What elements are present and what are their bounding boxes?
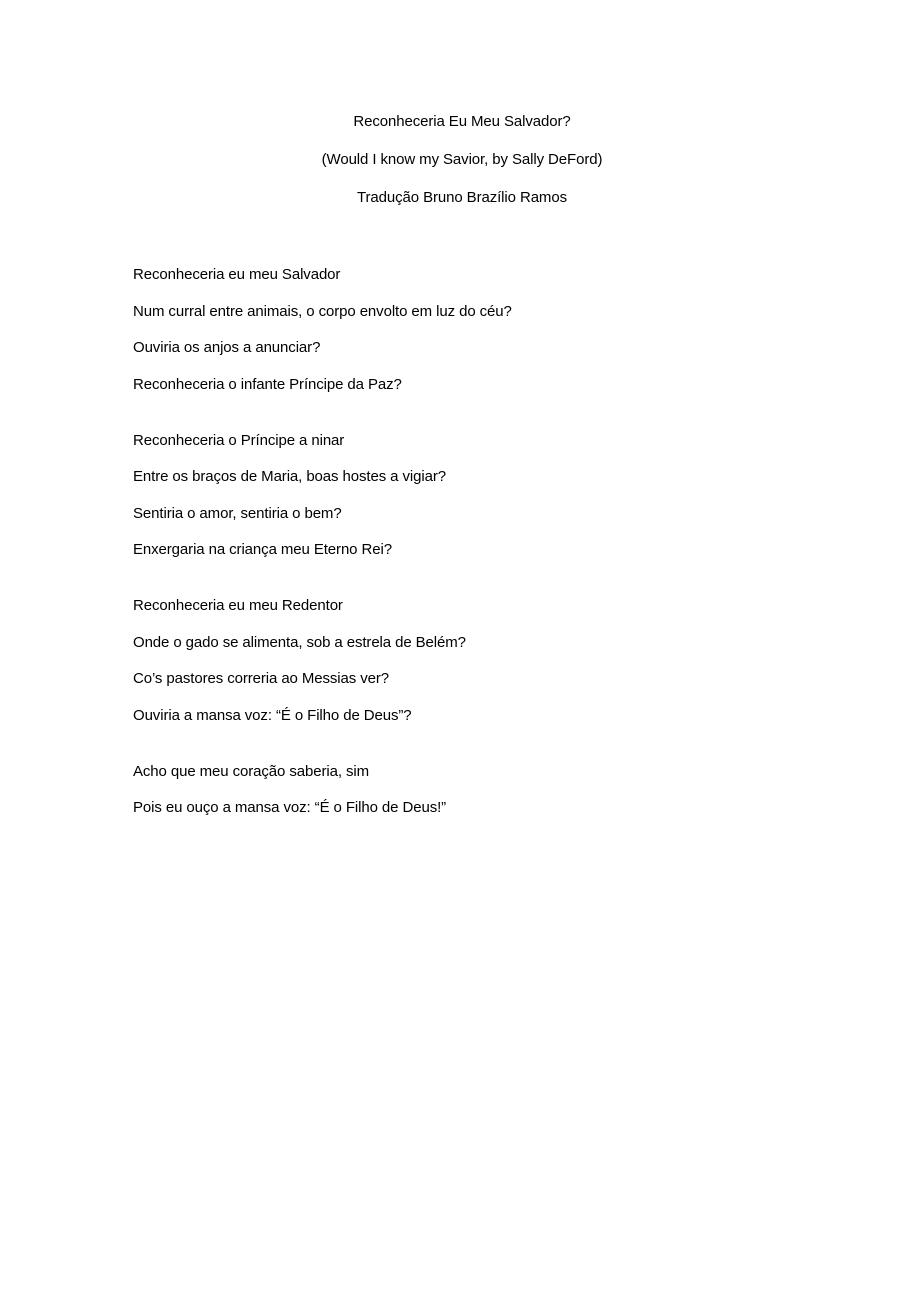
verse-line: Reconheceria eu meu Salvador	[133, 266, 341, 283]
verse-line: Onde o gado se alimenta, sob a estrela de Belém?	[133, 633, 466, 651]
verse-line: Entre os braços de Maria, boas hostes a vigiar?	[133, 468, 446, 485]
poem-body	[133, 265, 833, 854]
document-translator: Tradução Bruno Brazílio Ramos	[357, 189, 567, 206]
document-title: Reconheceria Eu Meu Salvador?	[353, 113, 571, 130]
verse-line: Ouviria os anjos a anunciar?	[133, 339, 321, 356]
verse-line: Num curral entre animais, o corpo envolto em luz do céu?	[133, 302, 512, 320]
verse-line: Ouviria a mansa voz: “É o Filho de Deus”?	[133, 706, 412, 724]
verse-line: Pois eu ouço a mansa voz: “É o Filho de Deus!”	[133, 799, 447, 816]
document-subtitle: (Would I know my Savior, by Sally DeFord)	[321, 151, 603, 168]
stanza-3	[133, 596, 833, 726]
verse-line: Reconheceria o Príncipe a ninar	[133, 431, 345, 449]
stanza-4	[133, 762, 833, 819]
verse-line: Reconheceria eu meu Redentor	[133, 597, 343, 614]
verse-line: Acho que meu coração saberia, sim	[133, 762, 369, 780]
document-header	[0, 112, 924, 226]
verse-line: Co’s pastores correria ao Messias ver?	[133, 670, 390, 687]
stanza-2	[133, 431, 833, 561]
stanza-1	[133, 265, 833, 395]
verse-line: Enxergaria na criança meu Eterno Rei?	[133, 541, 392, 558]
verse-line: Reconheceria o infante Príncipe da Paz?	[133, 375, 402, 393]
verse-line: Sentiria o amor, sentiria o bem?	[133, 504, 342, 522]
